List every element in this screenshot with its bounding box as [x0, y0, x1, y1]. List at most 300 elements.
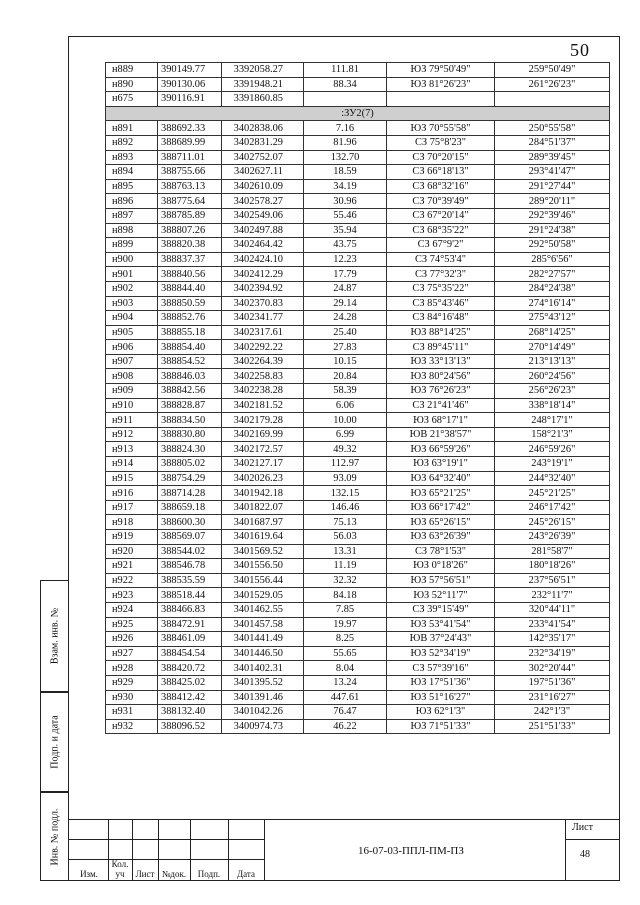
table-cell: 7.16 — [304, 121, 387, 136]
table-cell: 3402179.28 — [222, 413, 304, 428]
table-cell: ЮВ 21°38'57" — [387, 427, 495, 442]
table-cell: н901 — [106, 267, 158, 282]
table-row — [106, 515, 610, 530]
table-row — [106, 661, 610, 676]
table-cell: 292°39'46" — [495, 208, 610, 223]
table-cell: 3402497.88 — [222, 223, 304, 238]
table-cell: 3402831.29 — [222, 135, 304, 150]
table-cell: н931 — [106, 705, 158, 720]
table-cell: н896 — [106, 194, 158, 209]
table-cell: 388828.87 — [158, 398, 222, 413]
table-cell: 158°21'3" — [495, 427, 610, 442]
table-cell: 3402370.83 — [222, 296, 304, 311]
table-cell: 388472.91 — [158, 617, 222, 632]
table-row — [106, 398, 610, 413]
table-cell: 20.84 — [304, 369, 387, 384]
table-row — [106, 325, 610, 340]
table-cell: 246°59'26" — [495, 442, 610, 457]
table-cell: н908 — [106, 369, 158, 384]
table-cell: 284°51'37" — [495, 135, 610, 150]
table-cell: н913 — [106, 442, 158, 457]
table-cell: 3402412.29 — [222, 267, 304, 282]
table-row — [106, 602, 610, 617]
table-row — [106, 150, 610, 165]
table-cell: н922 — [106, 573, 158, 588]
table-cell: н916 — [106, 486, 158, 501]
table-cell: 19.97 — [304, 617, 387, 632]
table-cell: н912 — [106, 427, 158, 442]
table-cell: 3401942.18 — [222, 486, 304, 501]
table-cell: ЮЗ 65°26'15" — [387, 515, 495, 530]
table-cell: н907 — [106, 354, 158, 369]
table-cell: 388844.40 — [158, 281, 222, 296]
table-cell: ЮЗ 51°16'27" — [387, 690, 495, 705]
table-cell: 388569.07 — [158, 530, 222, 545]
table-cell: 27.83 — [304, 340, 387, 355]
table-cell: 3402172.57 — [222, 442, 304, 457]
coordinates-table — [105, 62, 610, 734]
table-cell: СЗ 75°8'23" — [387, 135, 495, 150]
table-cell: 388711.01 — [158, 150, 222, 165]
table-cell: 388714.28 — [158, 486, 222, 501]
table-cell: н915 — [106, 471, 158, 486]
table-cell: 7.85 — [304, 602, 387, 617]
table-row — [106, 471, 610, 486]
section-label: :ЗУ2(7) — [106, 106, 610, 121]
table-cell: 447.61 — [304, 690, 387, 705]
table-cell: 3402317.61 — [222, 325, 304, 340]
table-cell: 243°19'1" — [495, 457, 610, 472]
table-row — [106, 500, 610, 515]
table-cell: н894 — [106, 165, 158, 180]
table-cell: 13.31 — [304, 544, 387, 559]
side-label-podp-data: Подп. и дата — [40, 692, 68, 792]
table-row — [106, 442, 610, 457]
table-cell: 3401457.58 — [222, 617, 304, 632]
table-cell: 388518.44 — [158, 588, 222, 603]
table-cell: 3402258.83 — [222, 369, 304, 384]
table-cell: 260°24'56" — [495, 369, 610, 384]
table-cell: н918 — [106, 515, 158, 530]
table-cell: 388763.13 — [158, 179, 222, 194]
table-cell: 388689.99 — [158, 135, 222, 150]
table-cell: н892 — [106, 135, 158, 150]
table-cell: 390116.91 — [158, 92, 222, 107]
table-cell: 245°26'15" — [495, 515, 610, 530]
table-cell: н905 — [106, 325, 158, 340]
table-cell: 3391948.21 — [222, 77, 304, 92]
table-cell: 34.19 — [304, 179, 387, 194]
table-cell: 12.23 — [304, 252, 387, 267]
table-cell — [495, 92, 610, 107]
table-cell: н891 — [106, 121, 158, 136]
table-cell: ЮЗ 81°26'23" — [387, 77, 495, 92]
table-cell: 3402394.92 — [222, 281, 304, 296]
table-cell: 8.04 — [304, 661, 387, 676]
table-cell: 388824.30 — [158, 442, 222, 457]
table-cell: 29.14 — [304, 296, 387, 311]
table-cell: ЮЗ 88°14'25" — [387, 325, 495, 340]
table-cell: 3402341.77 — [222, 311, 304, 326]
table-cell: н890 — [106, 77, 158, 92]
table-cell — [387, 92, 495, 107]
table-row — [106, 632, 610, 647]
table-cell: ЮЗ 0°18'26" — [387, 559, 495, 574]
table-cell: ЮЗ 53°41'54" — [387, 617, 495, 632]
table-cell: СЗ 66°18'13" — [387, 165, 495, 180]
sheet-number: 48 — [580, 849, 590, 860]
table-cell: н926 — [106, 632, 158, 647]
table-cell: н919 — [106, 530, 158, 545]
table-cell: 3402549.06 — [222, 208, 304, 223]
table-cell: 388837.37 — [158, 252, 222, 267]
table-cell: 146.46 — [304, 500, 387, 515]
table-cell: 3402627.11 — [222, 165, 304, 180]
table-cell: 243°26'39" — [495, 530, 610, 545]
table-cell: 18.59 — [304, 165, 387, 180]
table-cell: 3402292.22 — [222, 340, 304, 355]
table-cell: 142°35'17" — [495, 632, 610, 647]
table-cell: н903 — [106, 296, 158, 311]
table-cell: 250°55'58" — [495, 121, 610, 136]
table-cell: СЗ 67°20'14" — [387, 208, 495, 223]
table-cell: 270°14'49" — [495, 340, 610, 355]
table-cell: 388425.02 — [158, 675, 222, 690]
table-cell: ЮЗ 80°24'56" — [387, 369, 495, 384]
table-cell: 388420.72 — [158, 661, 222, 676]
table-cell: 268°14'25" — [495, 325, 610, 340]
table-cell: 8.25 — [304, 632, 387, 647]
table-cell: н924 — [106, 602, 158, 617]
table-cell: ЮЗ 65°21'25" — [387, 486, 495, 501]
table-cell: 75.13 — [304, 515, 387, 530]
table-cell: 213°13'13" — [495, 354, 610, 369]
table-cell: 248°17'1" — [495, 413, 610, 428]
table-cell: 111.81 — [304, 63, 387, 78]
table-cell: ЮЗ 63°26'39" — [387, 530, 495, 545]
table-row — [106, 208, 610, 223]
table-cell: 245°21'25" — [495, 486, 610, 501]
table-cell: 3402238.28 — [222, 384, 304, 399]
table-cell: 388096.52 — [158, 719, 222, 734]
table-cell: н675 — [106, 92, 158, 107]
table-cell: 3401462.55 — [222, 602, 304, 617]
table-row — [106, 544, 610, 559]
table-cell — [304, 92, 387, 107]
table-cell: н923 — [106, 588, 158, 603]
table-cell: н910 — [106, 398, 158, 413]
table-cell: 3402169.99 — [222, 427, 304, 442]
table-cell: н893 — [106, 150, 158, 165]
table-cell: 388692.33 — [158, 121, 222, 136]
stamp-header-list: Лист — [135, 869, 155, 879]
table-cell: 3402464.42 — [222, 238, 304, 253]
table-cell: 388461.09 — [158, 632, 222, 647]
table-cell: СЗ 70°39'49" — [387, 194, 495, 209]
table-cell: 256°26'23" — [495, 384, 610, 399]
table-cell: 3401569.52 — [222, 544, 304, 559]
table-cell: 388754.29 — [158, 471, 222, 486]
table-cell: н929 — [106, 675, 158, 690]
table-cell: 55.65 — [304, 646, 387, 661]
table-cell: ЮЗ 33°13'13" — [387, 354, 495, 369]
table-cell: СЗ 85°43'46" — [387, 296, 495, 311]
table-row — [106, 369, 610, 384]
table-row — [106, 457, 610, 472]
table-cell: СЗ 68°32'16" — [387, 179, 495, 194]
table-cell: 388659.18 — [158, 500, 222, 515]
table-cell: 388755.66 — [158, 165, 222, 180]
table-row — [106, 588, 610, 603]
table-cell: 388535.59 — [158, 573, 222, 588]
table-cell: 3401556.50 — [222, 559, 304, 574]
table-cell: 232°34'19" — [495, 646, 610, 661]
table-cell: 232°11'7" — [495, 588, 610, 603]
table-row — [106, 121, 610, 136]
table-cell: 388830.80 — [158, 427, 222, 442]
table-cell: н914 — [106, 457, 158, 472]
table-cell: 388834.50 — [158, 413, 222, 428]
table-cell: 292°50'58" — [495, 238, 610, 253]
table-cell: 388466.83 — [158, 602, 222, 617]
table-cell: ЮЗ 76°26'23" — [387, 384, 495, 399]
table-cell: н920 — [106, 544, 158, 559]
table-cell: 388820.38 — [158, 238, 222, 253]
table-cell: 17.79 — [304, 267, 387, 282]
table-cell: 291°27'44" — [495, 179, 610, 194]
table-cell: 84.18 — [304, 588, 387, 603]
table-cell: 3402578.27 — [222, 194, 304, 209]
document-code: 16-07-03-ППЛ-ПМ-ПЗ — [358, 845, 464, 857]
table-row — [106, 413, 610, 428]
title-block — [68, 819, 620, 881]
table-cell: 3402838.06 — [222, 121, 304, 136]
table-cell: 3401395.52 — [222, 675, 304, 690]
table-cell: 388842.56 — [158, 384, 222, 399]
table-row — [106, 296, 610, 311]
table-cell: СЗ 84°16'48" — [387, 311, 495, 326]
table-cell: 3402127.17 — [222, 457, 304, 472]
table-cell: СЗ 39°15'49" — [387, 602, 495, 617]
table-cell: 274°16'14" — [495, 296, 610, 311]
table-cell: 285°6'56" — [495, 252, 610, 267]
table-cell: СЗ 89°45'11" — [387, 340, 495, 355]
table-cell: 302°20'44" — [495, 661, 610, 676]
table-cell: 43.75 — [304, 238, 387, 253]
page-number: 50 — [570, 40, 590, 60]
table-cell: СЗ 21°41'46" — [387, 398, 495, 413]
table-cell: 242°1'3" — [495, 705, 610, 720]
table-cell: 3402610.09 — [222, 179, 304, 194]
table-cell: 3401687.97 — [222, 515, 304, 530]
table-cell: 3391860.85 — [222, 92, 304, 107]
table-cell: СЗ 74°53'4" — [387, 252, 495, 267]
table-cell: 24.87 — [304, 281, 387, 296]
table-row — [106, 77, 610, 92]
table-cell: н895 — [106, 179, 158, 194]
table-row — [106, 690, 610, 705]
table-cell: 3402264.39 — [222, 354, 304, 369]
table-row — [106, 238, 610, 253]
table-cell: н900 — [106, 252, 158, 267]
table-cell: 388132.40 — [158, 705, 222, 720]
table-cell: 293°41'47" — [495, 165, 610, 180]
table-cell: н909 — [106, 384, 158, 399]
side-label-inv-podl: Инв. № подл. — [40, 792, 68, 881]
table-row — [106, 530, 610, 545]
table-cell: ЮЗ 57°56'51" — [387, 573, 495, 588]
table-cell: 49.32 — [304, 442, 387, 457]
table-row — [106, 559, 610, 574]
table-row — [106, 267, 610, 282]
table-cell: 388807.26 — [158, 223, 222, 238]
table-cell: 93.09 — [304, 471, 387, 486]
table-cell: 388775.64 — [158, 194, 222, 209]
table-row — [106, 281, 610, 296]
table-cell: СЗ 77°32'3" — [387, 267, 495, 282]
table-row — [106, 311, 610, 326]
table-cell: 81.96 — [304, 135, 387, 150]
table-cell: СЗ 75°35'22" — [387, 281, 495, 296]
table-cell: н898 — [106, 223, 158, 238]
table-row — [106, 705, 610, 720]
table-cell: 281°58'7" — [495, 544, 610, 559]
table-cell: н928 — [106, 661, 158, 676]
table-row — [106, 384, 610, 399]
table-cell: 388850.59 — [158, 296, 222, 311]
table-cell: 320°44'11" — [495, 602, 610, 617]
table-cell: 388854.40 — [158, 340, 222, 355]
table-row — [106, 675, 610, 690]
table-cell: 261°26'23" — [495, 77, 610, 92]
table-cell: ЮЗ 64°32'40" — [387, 471, 495, 486]
table-row — [106, 252, 610, 267]
stamp-header-kol: Кол. уч — [111, 859, 129, 879]
table-cell: ЮЗ 79°50'49" — [387, 63, 495, 78]
table-cell: 390130.06 — [158, 77, 222, 92]
table-cell: 338°18'14" — [495, 398, 610, 413]
table-cell: н897 — [106, 208, 158, 223]
table-cell: 180°18'26" — [495, 559, 610, 574]
table-cell: 289°39'45" — [495, 150, 610, 165]
table-row — [106, 719, 610, 734]
table-cell: 10.15 — [304, 354, 387, 369]
table-cell: ЮЗ 17°51'36" — [387, 675, 495, 690]
table-cell: 46.22 — [304, 719, 387, 734]
table-cell: 388805.02 — [158, 457, 222, 472]
table-cell: 284°24'38" — [495, 281, 610, 296]
table-row — [106, 223, 610, 238]
table-row — [106, 486, 610, 501]
table-cell: 388546.78 — [158, 559, 222, 574]
table-cell: 3401822.07 — [222, 500, 304, 515]
table-cell: н906 — [106, 340, 158, 355]
table-cell: 275°43'12" — [495, 311, 610, 326]
table-cell: 388855.18 — [158, 325, 222, 340]
table-cell: ЮВ 37°24'43" — [387, 632, 495, 647]
table-cell: 3400974.73 — [222, 719, 304, 734]
stamp-header-izm: Изм. — [80, 869, 98, 879]
table-cell: 388840.56 — [158, 267, 222, 282]
table-row — [106, 573, 610, 588]
table-row — [106, 92, 610, 107]
table-cell: н902 — [106, 281, 158, 296]
table-cell: ЮЗ 63°19'1" — [387, 457, 495, 472]
table-cell: 388852.76 — [158, 311, 222, 326]
table-cell: 76.47 — [304, 705, 387, 720]
table-cell: 24.28 — [304, 311, 387, 326]
stamp-header-ndok: №док. — [161, 869, 187, 879]
table-cell: 197°51'36" — [495, 675, 610, 690]
table-cell: 88.34 — [304, 77, 387, 92]
table-cell: н921 — [106, 559, 158, 574]
table-cell: н925 — [106, 617, 158, 632]
table-cell: н930 — [106, 690, 158, 705]
stamp-header-data: Дата — [237, 869, 255, 879]
side-label-inv-vzam: Взам. инв. № — [40, 580, 68, 692]
table-cell: 132.15 — [304, 486, 387, 501]
table-cell: СЗ 70°20'15" — [387, 150, 495, 165]
table-cell: 233°41'54" — [495, 617, 610, 632]
table-cell: 388600.30 — [158, 515, 222, 530]
table-cell: 246°17'42" — [495, 500, 610, 515]
table-cell: 388785.89 — [158, 208, 222, 223]
table-cell: 3392058.27 — [222, 63, 304, 78]
table-cell: 3401441.49 — [222, 632, 304, 647]
table-cell: 11.19 — [304, 559, 387, 574]
table-cell: ЮЗ 70°55'58" — [387, 121, 495, 136]
table-cell: 55.46 — [304, 208, 387, 223]
table-cell: 388854.52 — [158, 354, 222, 369]
table-cell: 388846.03 — [158, 369, 222, 384]
table-cell: 6.06 — [304, 398, 387, 413]
table-cell: 3401391.46 — [222, 690, 304, 705]
table-cell: 56.03 — [304, 530, 387, 545]
section-row — [106, 106, 610, 121]
table-cell: СЗ 67°9'2" — [387, 238, 495, 253]
table-cell: 3401529.05 — [222, 588, 304, 603]
table-cell: 289°20'11" — [495, 194, 610, 209]
table-row — [106, 646, 610, 661]
table-cell: СЗ 78°1'53" — [387, 544, 495, 559]
table-cell: н927 — [106, 646, 158, 661]
stamp-header-podp: Подп. — [197, 869, 221, 879]
table-cell: ЮЗ 66°59'26" — [387, 442, 495, 457]
table-cell: 13.24 — [304, 675, 387, 690]
table-cell: СЗ 68°35'22" — [387, 223, 495, 238]
table-cell: н911 — [106, 413, 158, 428]
table-cell: 388544.02 — [158, 544, 222, 559]
table-cell: ЮЗ 52°11'7" — [387, 588, 495, 603]
table-cell: ЮЗ 52°34'19" — [387, 646, 495, 661]
table-cell: н904 — [106, 311, 158, 326]
table-cell: н889 — [106, 63, 158, 78]
table-row — [106, 179, 610, 194]
table-row — [106, 63, 610, 78]
table-cell: 32.32 — [304, 573, 387, 588]
table-cell: 237°56'51" — [495, 573, 610, 588]
table-cell: 3402026.23 — [222, 471, 304, 486]
table-row — [106, 427, 610, 442]
table-row — [106, 135, 610, 150]
table-cell: ЮЗ 68°17'1" — [387, 413, 495, 428]
sheet-label: Лист — [572, 822, 593, 833]
table-cell: 3401446.50 — [222, 646, 304, 661]
table-cell: 58.39 — [304, 384, 387, 399]
table-cell: СЗ 57°39'16" — [387, 661, 495, 676]
table-cell: ЮЗ 66°17'42" — [387, 500, 495, 515]
table-row — [106, 194, 610, 209]
